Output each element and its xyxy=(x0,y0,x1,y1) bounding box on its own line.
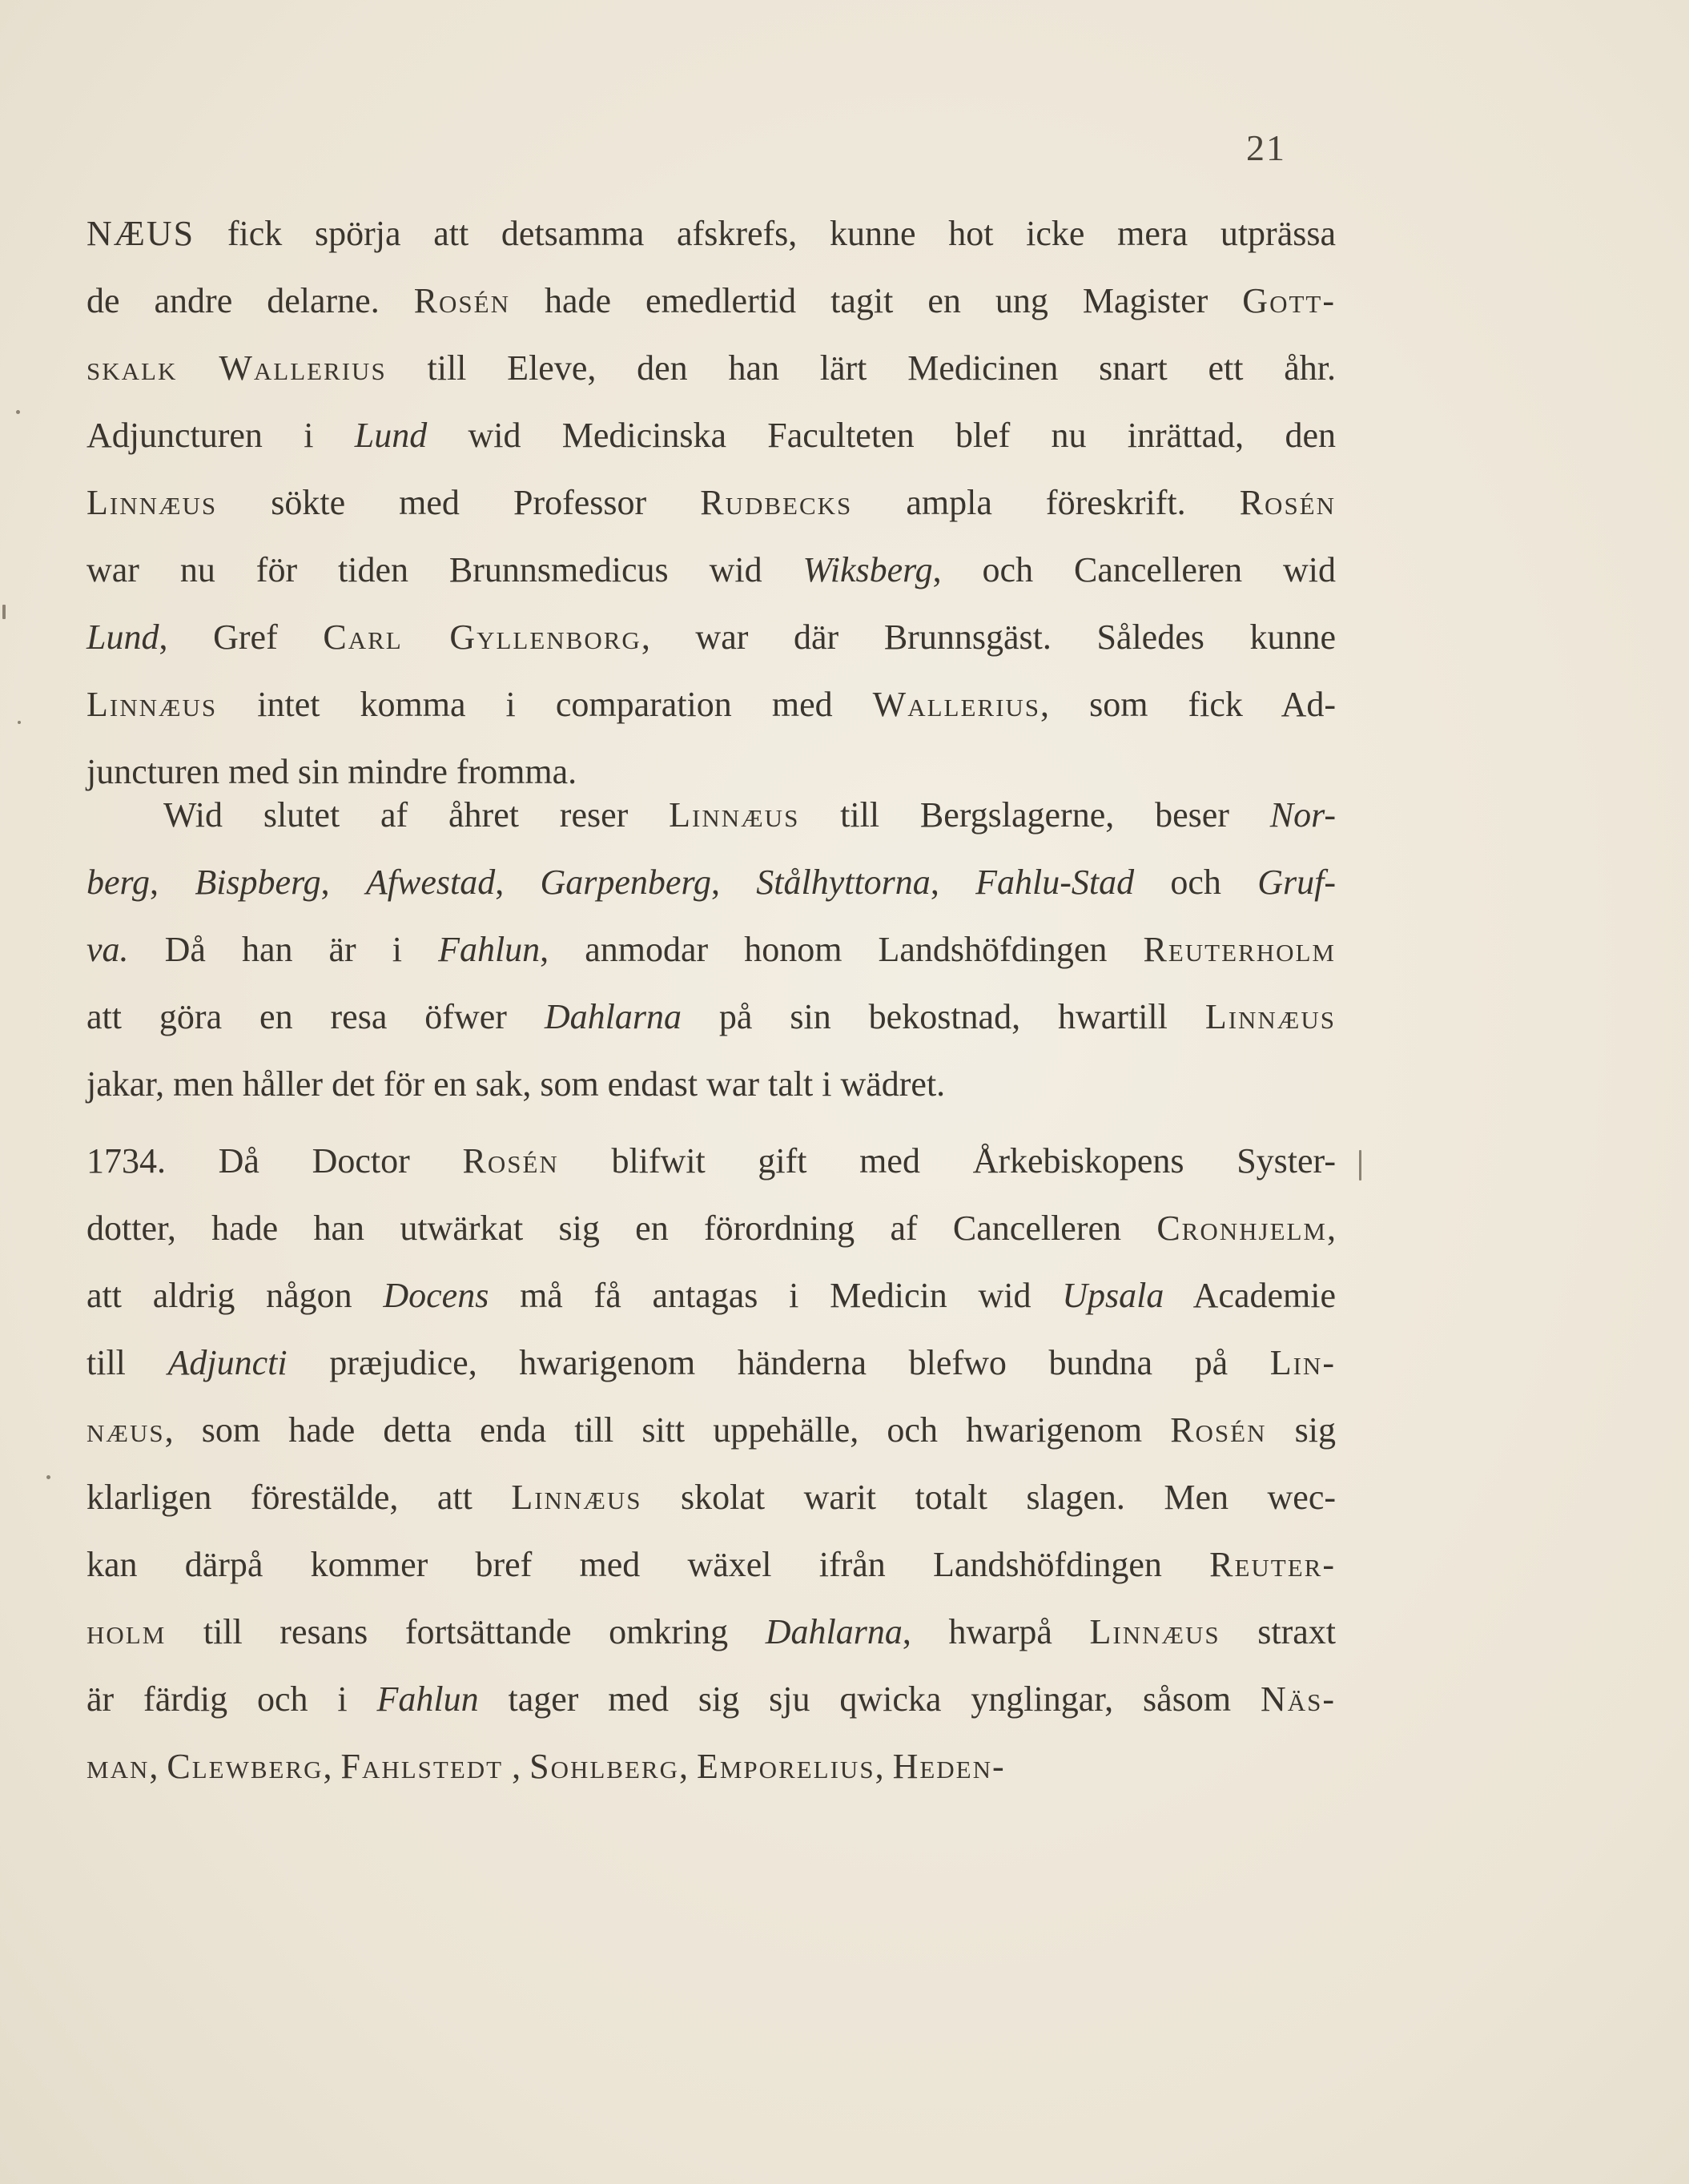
text-run: 1734. Då Doctor xyxy=(86,1141,463,1180)
text-run: war nu för tiden Brunnsmedicus wid xyxy=(86,550,803,589)
text-run: att aldrig någon xyxy=(86,1276,384,1315)
text-line xyxy=(86,983,1336,1051)
text-run: hade emedlertid tagit en ung Magister xyxy=(510,281,1243,320)
italic-term: Wiksberg xyxy=(802,550,933,589)
italic-term: Bispberg xyxy=(195,863,321,902)
text-line xyxy=(86,1329,1336,1397)
text-line xyxy=(86,849,1336,916)
paragraph-1734 xyxy=(86,1128,1336,1800)
small-caps-name: Wallerius xyxy=(872,685,1041,724)
text-line xyxy=(86,1397,1336,1464)
small-caps-name: Gott- xyxy=(1242,281,1336,320)
text-run: tager med sig sju qwicka ynglingar, såsom xyxy=(478,1679,1261,1719)
text-run: , xyxy=(503,1747,530,1786)
italic-term: Fahlu-Stad xyxy=(975,863,1135,902)
small-caps-name: Rosén xyxy=(462,1141,559,1180)
small-caps-name: Linnæus xyxy=(86,685,218,724)
paragraph-bergslagerne xyxy=(86,782,1336,1118)
small-caps-name: Rosén xyxy=(413,281,510,320)
text-run: blifwit gift med Årkebiskopens Syster- xyxy=(558,1141,1336,1180)
italic-term: berg xyxy=(86,863,151,902)
italic-term: Nor- xyxy=(1269,795,1336,835)
small-caps-name: Linnæus xyxy=(511,1478,642,1517)
small-caps-name: Linnæus xyxy=(86,483,218,522)
text-run: fick spörja att detsamma afskrefs, kunne hot icke mera utprässa xyxy=(195,214,1336,253)
text-run: , xyxy=(320,863,366,902)
italic-term: va. xyxy=(86,930,129,969)
text-run: , xyxy=(495,863,541,902)
small-caps-name: skalk Wallerius xyxy=(86,348,387,388)
text-run: , Gref xyxy=(159,617,324,657)
italic-term: Gruf- xyxy=(1257,863,1336,902)
small-caps-name: Linnæus xyxy=(669,795,800,835)
text-line xyxy=(86,1531,1336,1599)
text-run: Wid slutet af åhret reser xyxy=(163,795,670,835)
paper-speck xyxy=(18,721,21,724)
text-run: , och Cancelleren wid xyxy=(932,550,1337,589)
small-caps-name: Lin- xyxy=(1269,1343,1336,1382)
text-line xyxy=(86,1051,1336,1118)
small-caps-name: Rosén xyxy=(1170,1410,1267,1450)
small-caps-name: Linnæus xyxy=(1089,1612,1221,1651)
text-line xyxy=(86,200,1336,267)
small-caps-name: holm xyxy=(86,1612,167,1651)
small-caps-name: Näs- xyxy=(1260,1679,1336,1719)
text-run: är färdig och i xyxy=(86,1679,377,1719)
text-line xyxy=(86,1464,1336,1531)
text-run: på sin bekostnad, hwartill xyxy=(681,997,1205,1036)
small-caps-name: Heden- xyxy=(892,1747,1006,1786)
text-line xyxy=(86,1195,1336,1262)
text-run: jakar, men håller det för en sak, som endast war talt i wädret. xyxy=(86,1064,946,1104)
text-run: sig xyxy=(1266,1410,1336,1450)
text-run: de andre delarne. xyxy=(86,281,414,320)
italic-term: Lund xyxy=(86,617,159,657)
text-run: , xyxy=(678,1747,697,1786)
text-run: , war där Brunnsgäst. Således kunne xyxy=(641,617,1337,657)
text-run: , xyxy=(150,863,195,902)
text-run: dotter, hade han utwärkat sig en förordning af Cancelleren xyxy=(86,1209,1157,1248)
text-run: till xyxy=(86,1343,168,1382)
text-line xyxy=(86,267,1336,335)
page-number: 21 xyxy=(1246,127,1286,168)
text-run: , xyxy=(930,863,976,902)
text-run: , xyxy=(323,1747,341,1786)
italic-term: Fahlun xyxy=(438,930,541,969)
small-caps-name: Sohlberg xyxy=(529,1747,679,1786)
text-run: sökte med Professor xyxy=(217,483,701,522)
small-caps-name: Clewberg xyxy=(167,1747,324,1786)
text-run: , xyxy=(710,863,757,902)
small-caps-name: Reuterholm xyxy=(1143,930,1336,969)
text-run: Då han är i xyxy=(128,930,439,969)
text-run: straxt xyxy=(1220,1612,1336,1651)
text-run: må få antagas i Medicin wid xyxy=(489,1276,1063,1315)
italic-term: Dahlarna xyxy=(765,1612,903,1651)
text-line xyxy=(86,335,1336,402)
text-line xyxy=(86,1599,1336,1666)
italic-term: Fahlun xyxy=(376,1679,479,1719)
text-run: skolat warit totalt slagen. Men wec- xyxy=(641,1478,1337,1517)
text-run: till Eleve, den han lärt Medicinen snart ett åhr. xyxy=(386,348,1337,388)
paper-speck xyxy=(2,605,6,619)
italic-term: Afwestad xyxy=(365,863,496,902)
text-line xyxy=(86,782,1336,849)
small-caps-name: Linnæus xyxy=(1204,997,1336,1036)
small-caps-name: NÆUS xyxy=(86,214,195,253)
text-line xyxy=(86,1128,1336,1195)
text-line xyxy=(86,1262,1336,1329)
text-run: ampla föreskrift. xyxy=(852,483,1240,522)
italic-term: Dahlarna xyxy=(544,997,682,1036)
text-run: juncturen med sin mindre fromma. xyxy=(86,752,577,791)
text-line xyxy=(86,671,1336,738)
small-caps-name: man xyxy=(86,1747,150,1786)
text-run: och xyxy=(1134,863,1258,902)
paragraph-adjunctur xyxy=(86,200,1336,806)
paper-speck xyxy=(16,410,20,414)
italic-term: Docens xyxy=(383,1276,489,1315)
paper-speck xyxy=(46,1475,50,1479)
text-run: till resans fortsättande omkring xyxy=(166,1612,766,1651)
small-caps-name: Reuter- xyxy=(1209,1545,1336,1584)
small-caps-name: Fahlstedt xyxy=(340,1747,504,1786)
text-run: , som hade detta enda till sitt uppehälle, och hwarigenom xyxy=(164,1410,1171,1450)
text-run: intet komma i comparation med xyxy=(217,685,873,724)
small-caps-name: næus xyxy=(86,1410,165,1450)
italic-term: Adjuncti xyxy=(167,1343,288,1382)
text-run: wid Medicinska Faculteten blef nu inrättad, den xyxy=(427,416,1336,455)
text-line xyxy=(86,916,1336,983)
text-run: præjudice, hwarigenom händerna blefwo bundna på xyxy=(287,1343,1270,1382)
text-line xyxy=(86,604,1336,671)
text-run: , xyxy=(875,1747,893,1786)
small-caps-name: Emporelius xyxy=(696,1747,875,1786)
small-caps-name: Cronhjelm xyxy=(1156,1209,1327,1248)
small-caps-name: Rudbecks xyxy=(700,483,853,522)
text-run: , hwarpå xyxy=(902,1612,1090,1651)
text-run: kan därpå kommer bref med wäxel ifrån Landshöfdingen xyxy=(86,1545,1210,1584)
text-line xyxy=(86,537,1336,604)
text-run: Academie xyxy=(1164,1276,1336,1315)
text-run: , xyxy=(1327,1209,1336,1248)
text-run: , som fick Ad- xyxy=(1040,685,1336,724)
text-run: att göra en resa öfwer xyxy=(86,997,545,1036)
text-run: , anmodar honom Landshöfdingen xyxy=(540,930,1144,969)
text-run: till Bergslagerne, beser xyxy=(799,795,1270,835)
text-line xyxy=(86,469,1336,537)
paper-speck xyxy=(1359,1150,1361,1180)
text-run: , xyxy=(149,1747,167,1786)
italic-term: Stålhyttorna xyxy=(756,863,931,902)
italic-term: Upsala xyxy=(1062,1276,1164,1315)
italic-term: Garpenberg xyxy=(540,863,711,902)
text-line xyxy=(86,1666,1336,1733)
italic-term: Lund xyxy=(354,416,428,455)
text-run: Adjuncturen i xyxy=(86,416,355,455)
text-run: klarligen förestälde, att xyxy=(86,1478,512,1517)
text-line xyxy=(86,1733,1336,1800)
text-line xyxy=(86,402,1336,469)
small-caps-name: Rosén xyxy=(1239,483,1337,522)
small-caps-name: Carl Gyllenborg xyxy=(323,617,641,657)
